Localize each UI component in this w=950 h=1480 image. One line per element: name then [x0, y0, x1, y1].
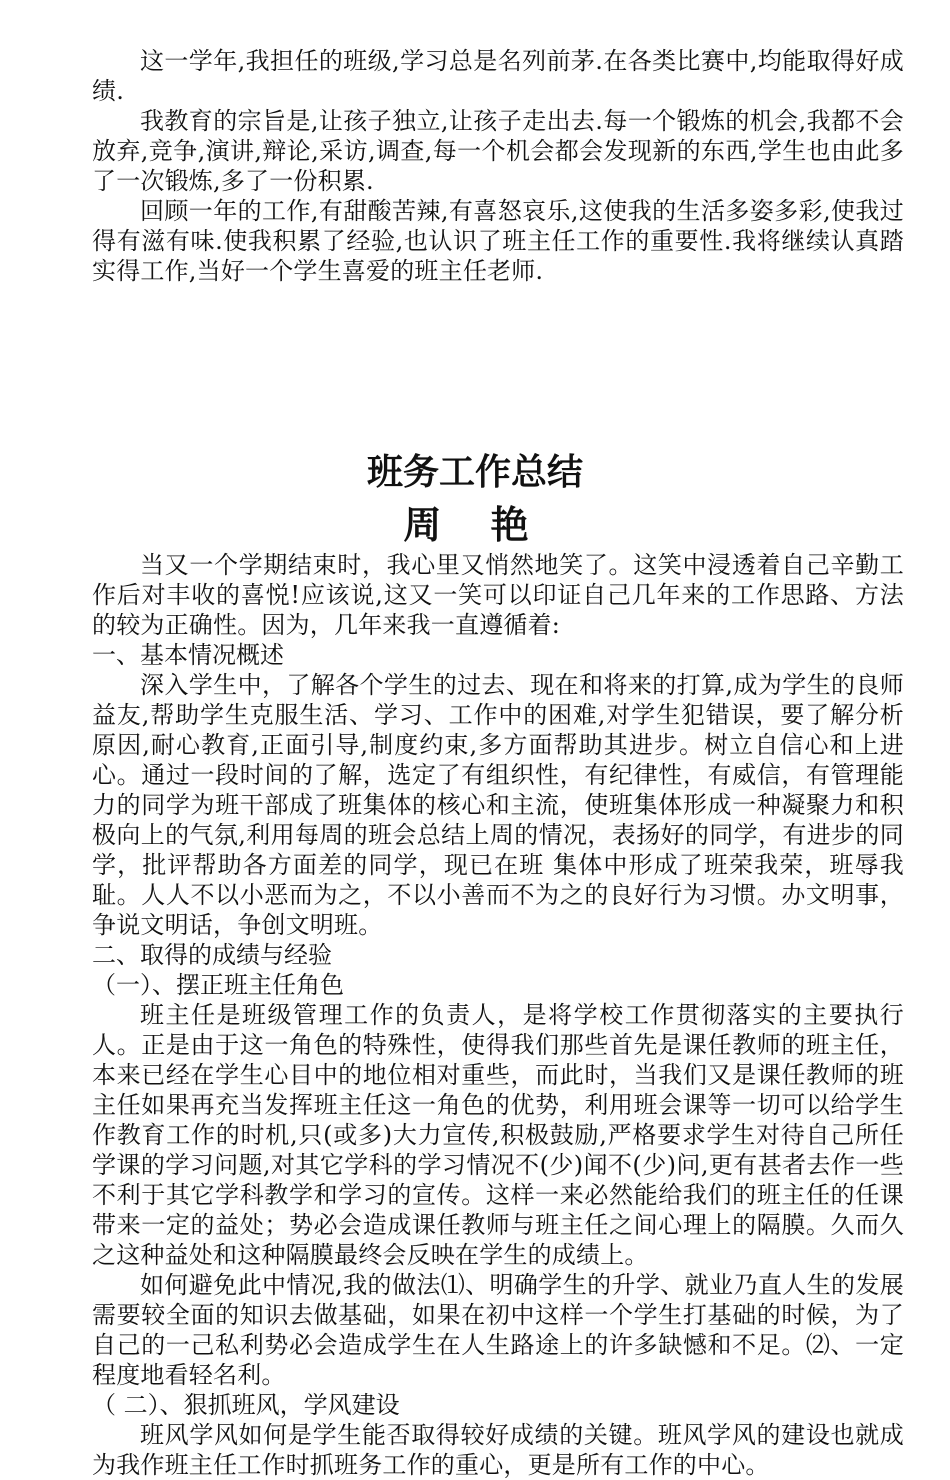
paragraph: 回顾一年的工作,有甜酸苦辣,有喜怒哀乐,这使我的生活多姿多彩,使我过得有滋有味.使我积累了经验,也认识了班主任工作的重要性.我将继续认真踏实得工作,当好一个学生喜爱的班主任老师.: [92, 197, 904, 285]
intro-paragraph: 当又一个学期结束时，我心里又悄然地笑了。这笑中浸透着自己辛勤工作后对丰收的喜悦!应该说,这又一笑可以印证自己几年来的工作思路、方法的较为正确性。因为，几年来我一直遵循着:: [92, 551, 904, 639]
section-heading: 一、基本情况概述: [92, 641, 284, 669]
section-heading: 二、取得的成绩与经验: [92, 941, 332, 969]
paragraph: 班风学风如何是学生能否取得较好成绩的关键。班风学风的建设也就成为我作班主任工作时抓班务工作的重心，更是所有工作的中心。: [92, 1421, 904, 1479]
paragraph: 这一学年,我担任的班级,学习总是名列前茅.在各类比赛中,均能取得好成绩.: [92, 47, 904, 105]
article-body: [92, 550, 904, 1480]
paragraph: 我教育的宗旨是,让孩子独立,让孩子走出去.每一个锻炼的机会,我都不会放弃,竞争,演讲,辩论,采访,调查,每一个机会都会发现新的东西,学生也由此多了一次锻炼,多了一份积累.: [92, 107, 904, 195]
sub-heading: （ 二）、狠抓班风，学风建设: [92, 1391, 400, 1419]
article-title: 班务工作总结: [366, 452, 583, 493]
article-author: 周 艳: [403, 503, 547, 547]
paragraph: 深入学生中，了解各个学生的过去、现在和将来的打算,成为学生的良师益友,帮助学生克服生活、学习、工作中的困难,对学生犯错误，要了解分析原因,耐心教育,正面引导,制度约束,多方面帮助其进步。树立自信心和上进心。通过一段时间的了解，选定了有组织性，有纪律性，有威信，有管理能力的同学为班干部成了班集体的核心和主流，使班集体形成一种凝聚力和积极向上的气氛,利用每周的班会总结上周的情况，表扬好的同学，有进步的同学，批评帮助各方面差的同学，现已在班 集体中形成了班荣我荣，班辱我耻。人人不以小恶而为之，不以小善而不为之的良好行为习惯。办文明事，争说文明话，争创文明班。: [92, 671, 904, 939]
paragraph: 如何避免此中情况,我的做法⑴、明确学生的升学、就业乃直人生的发展需要较全面的知识去做基础，如果在初中这样一个学生打基础的时候，为了自己的一己私利势必会造成学生在人生路途上的许多缺憾和不足。⑵、一定程度地看轻名利。: [92, 1271, 904, 1389]
top-section: [92, 46, 904, 286]
paragraph: 班主任是班级管理工作的负责人，是将学校工作贯彻落实的主要执行人。正是由于这一角色的特殊性，使得我们那些首先是课任教师的班主任，本来已经在学生心目中的地位相对重些，而此时，当我们又是课任教师的班主任如果再充当发挥班主任这一角色的优势，利用班会课等一切可以给学生作教育工作的时机,只(或多)大力宣传,积极鼓励,严格要求学生对待自己所任学课的学习问题,对其它学科的学习情况不(少)闻不(少)问,更有甚者去作一些不利于其它学科教学和学习的宣传。这样一来必然能给我们的班主任的任课带来一定的益处；势必会造成课任教师与班主任之间心理上的隔膜。久而久之这种益处和这种隔膜最终会反映在学生的成绩上。: [92, 1001, 904, 1269]
sub-heading: （一）、摆正班主任角色: [92, 971, 344, 999]
